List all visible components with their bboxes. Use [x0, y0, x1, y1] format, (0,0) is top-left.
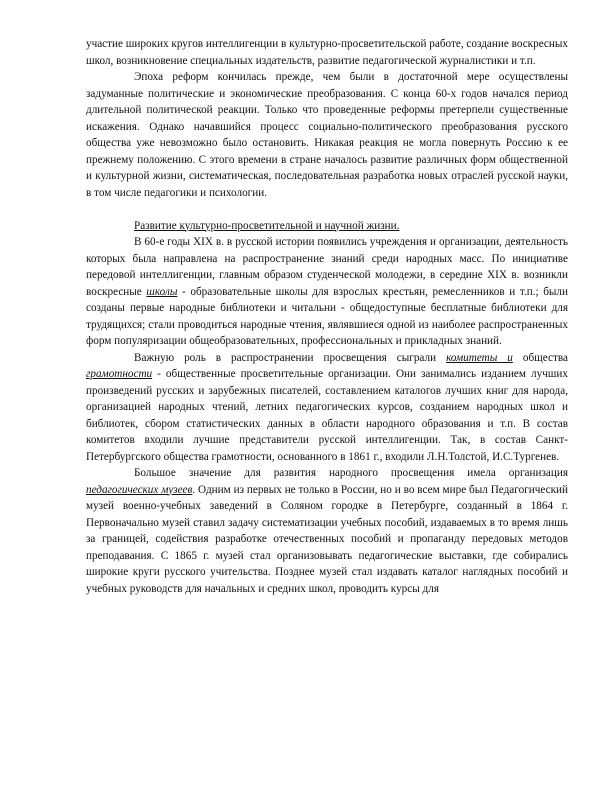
emphasis-text: комитеты и — [446, 351, 513, 364]
emphasis-text: педагогических музеев — [86, 483, 193, 496]
paragraph-sunday-schools — [86, 234, 568, 350]
text-run: общества — [512, 351, 568, 364]
emphasis-text: школы — [146, 285, 178, 298]
paragraph-reform-era: Эпоха реформ кончилась прежде, чем были в достаточной мере осуществлены задуманные политические и экономические преобразования. С конца 60-х годов начался период длительной политической реакции. Только что проведенные реформы претерпели существенные искажения. Однако начавшийся процесс социально-политического преобразования русского общества уже невозможно было остановить. Никакая реакция не могла повернуть Россию к ее прежнему положению. С этого времени в стране началось развитие различных форм общественной и культурной жизни, систематическая, последовательная разработка новых отраслей русской науки, в том числе педагогики и психологии. — [86, 71, 568, 199]
paragraph-gap — [86, 201, 568, 218]
text-run: Большое значение для развития народного просвещения имела организация — [134, 467, 568, 479]
text-run: Важную роль в распространении просвещения сыграли — [134, 351, 447, 364]
text-run: - общественные просветительные организации. Они занимались изданием лучших произведений русских и зарубежных писателей, составлением каталогов лучших книг для народа, организацией народных чтений, летних педагогических курсов, созданием народных школ и библиотек, сбором статистических данных в области народного образования и т.п. В состав комитетов входили лучшие представители русской интеллигенции. Так, в состав Санкт-Петербургского общества грамотности, основанного в 1861 г., входили Л.Н.Толстой, И.С.Тургенев. — [86, 368, 568, 463]
paragraph-pedagogical-museums — [86, 465, 568, 597]
text-run: . Одним из первых не только в России, но и во всем мире был Педагогический музей военно-учебных заведений в Соляном городке в Петербурге, созданный в 1864 г. Первоначально музей ставил задачу систематизации учебных пособий, издаваемых в то время лишь за границей, содействия разработке отечественных пособий и пропаганду передовых методов преподавания. С 1865 г. музей стал организовывать педагогические выставки, где собирались широкие круги русского учительства. Позднее музей стал издавать каталог наглядных пособий и учебных руководств для начальных и средних школ, проводить курсы для — [86, 483, 568, 595]
document-page — [86, 36, 568, 597]
paragraph-literacy-committees — [86, 350, 568, 466]
emphasis-text: грамотности — [86, 368, 153, 380]
text-run: - образовательные школы для взрослых крестьян, ремесленников и т.п.; были созданы первые народные библиотеки и читальни - общедоступные бесплатные библиотеки для трудящихся; стали проводиться народные чтения, являвшиеся одной из наиболее распространенных форм популяризации общеобразовательных, профессиональных и прикладных знаний. — [86, 285, 568, 347]
section-heading: Развитие культурно-просветительной и научной жизни. — [134, 219, 400, 232]
text-run: В 60-е годы XIX в. в русской истории появились учреждения и организации, деятельность которых была направлена на распространение знаний среди народных масс. По инициативе передовой интеллигенции, главным образом студенческой молодежи, в середине XIX в. возникли воскресные — [86, 236, 568, 298]
paragraph-continuation: участие широких кругов интеллигенции в культурно-просветительской работе, создание воскресных школ, возникновение специальных издательств, развитие педагогической журналистики и т.п. — [86, 38, 568, 67]
